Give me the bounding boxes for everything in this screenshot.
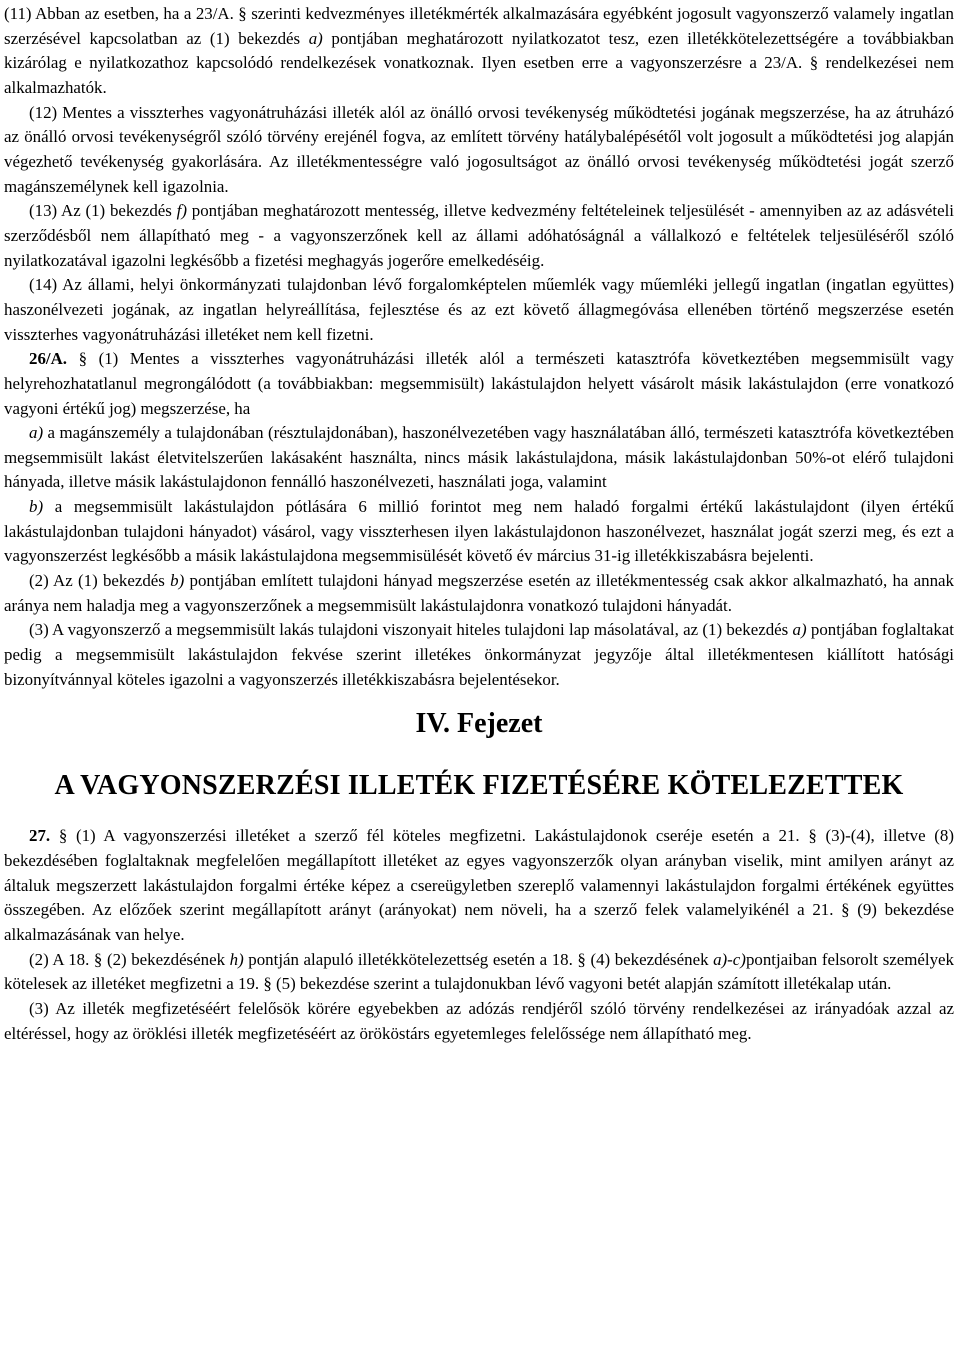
point-a: a) a magánszemély a tulajdonában (résztulajdonában), haszonélvezetében vagy használatában álló, természeti katasztrófa következtében megsemmisült lakást életvitelszerűen lakásaként használta, nincs másik lakástulajdona, másik lakástulajdonban 50%-ot elérő tulajdoni hányada, illetve másik lakástulajdonon fennálló haszonélvezeti, használati joga, valamint (4, 423, 954, 492)
section-26a-paragraph-1: 26/A. § (1) Mentes a visszterhes vagyonátruházási illeték alól a természeti katasztrófa következtében megsemmisült vagy helyrehozhatatlanul megrongálódott (a továbbiakban: megsemmisült) lakástulajdon helyett vásárolt másik lakástulajdon (erre vonatkozó vagyoni értékű jog) megszerzése, ha (4, 349, 954, 418)
point-b: b) a megsemmisült lakástulajdon pótlására 6 millió forintot meg nem haladó forgalmi értékű lakástulajdont (ilyen értékű lakástulajdonban tulajdoni hányadot) vásárol, vagy visszterhesen ilyen lakástulajdonon haszonélvezet, használat jogát szerzi meg, és ezt a vagyonszerzést legkésőbb a másik lakástulajdona megsemmisülését követő év március 31-ig illetékkiszabásra bejelenti. (4, 497, 954, 566)
paragraph-12: (12) Mentes a visszterhes vagyonátruházási illeték alól az önálló orvosi tevékenység működtetési jogának megszerzése, ha az átruházó az önálló orvosi tevékenységről szóló törvény erejénél fogva, az említett törvény hatálybalépésétől volt jogosult a működtetési jog alapján végezhető tevékenység gyakorlására. Az illetékmentességre való jogosultságot az önálló orvosi tevékenység működtetési jogát szerző magánszemélynek kell igazolnia. (4, 102, 954, 196)
section-27-paragraph-1: 27. § (1) A vagyonszerzési illetéket a szerző fél köteles megfizetni. Lakástulajdonok cseréje esetén a 21. § (3)-(4), illetve (8) bekezdésében foglaltaknak megfelelően megállapított illetéket az egyes vagyonszerzők olyan arányban viselik, mint amilyen arányt az általuk megszerzett lakástulajdon forgalmi értéke képez a csereügyletben szereplő valamennyi lakástulajdon forgalmi értékének együttes összegében. Az előzőek szerint megállapított arányt (arányokat) nem növeli, ha a szerző felek valamelyikénél a 21. § (9) bekezdése alkalmazásának van helye. (4, 826, 954, 944)
section-26a-paragraph-2: (2) Az (1) bekezdés b) pontjában említett tulajdoni hányad megszerzése esetén az illetékmentesség csak akkor alkalmazható, ha annak aránya nem haladja meg a vagyonszerzőnek a megsemmisült lakástulajdonra vonatkozó tulajdoni hányadát. (4, 571, 954, 615)
section-number: 26/A. (29, 349, 68, 369)
chapter-number: IV. Fejezet (415, 708, 543, 740)
paragraph-13: (13) Az (1) bekezdés f) pontjában meghatározott mentesség, illetve kedvezmény feltételeinek teljesülését - amennyiben az az adásvételi szerződésből nem állapítható meg - a vagyonszerzőnek kell az állami adóhatóságnál a vállalkozó e feltételek teljesüléséről szóló nyilatkozatával igazolni legkésőbb a fizetési meghagyás jogerőre emelkedéséig. (4, 201, 954, 270)
section-26a-paragraph-3: (3) A vagyonszerző a megsemmisült lakás tulajdoni viszonyait hiteles tulajdoni lap másolatával, az (1) bekezdés a) pontjában foglaltakat pedig a megsemmisült lakástulajdon fekvése szerint illetékes önkormányzat jegyzője által illetékmentesen kiállított hatósági bizonyítvánnyal köteles igazolni a vagyonszerzés illetékkiszabásra bejelentésekor. (4, 620, 954, 689)
section-27-paragraph-3: (3) Az illeték megfizetéséért felelősök körére egyebekben az adózás rendjéről szóló törvény rendelkezései az irányadóak azzal az eltéréssel, hogy az öröklési illeték megfizetéséért az örököstárs egyetemleges felelőssége nem állapítható meg. (4, 998, 954, 1043)
section-27-paragraph-2: (2) A 18. § (2) bekezdésének h) pontján alapuló illetékkötelezettség esetén a 18. § (4) bekezdésének a)-c)pontjaiban felsorolt személyek kötelesek az illetéket megfizetni a 19. § (5) bekezdése szerint a tulajdonukban lévő vagyoni betét alapján számított illetékalap után. (4, 949, 954, 994)
chapter-title: A VAGYONSZERZÉSI ILLETÉK FIZETÉSÉRE KÖTELEZETTEK (54, 770, 904, 802)
section-number: 27. (29, 826, 51, 846)
paragraph-14: (14) Az állami, helyi önkormányzati tulajdonban lévő forgalomképtelen műemlék vagy műemléki jellegű ingatlan (ingatlan együttes) haszonélvezeti jogának, az ingatlan helyreállítása, fejlesztése és az ezt követő állagmegóvása ellenében történő megszerzése esetén visszterhes vagyonátruházási illetéket nem kell fizetni. (4, 275, 954, 344)
paragraph-11: (11) Abban az esetben, ha a 23/A. § szerinti kedvezményes illetékmérték alkalmazására egyébként jogosult vagyonszerző valamely ingatlan szerzésével kapcsolatban az (1) bekezdés a) pontjában meghatározott nyilatkozatot tesz, ezen illetékkötelezettségére a továbbiakban kizárólag e nyilatkozathoz kapcsolódó rendelkezések vonatkoznak. Ilyen esetben erre a vagyonszerzésre a 23/A. § rendelkezései nem alkalmazhatók. (4, 4, 954, 97)
